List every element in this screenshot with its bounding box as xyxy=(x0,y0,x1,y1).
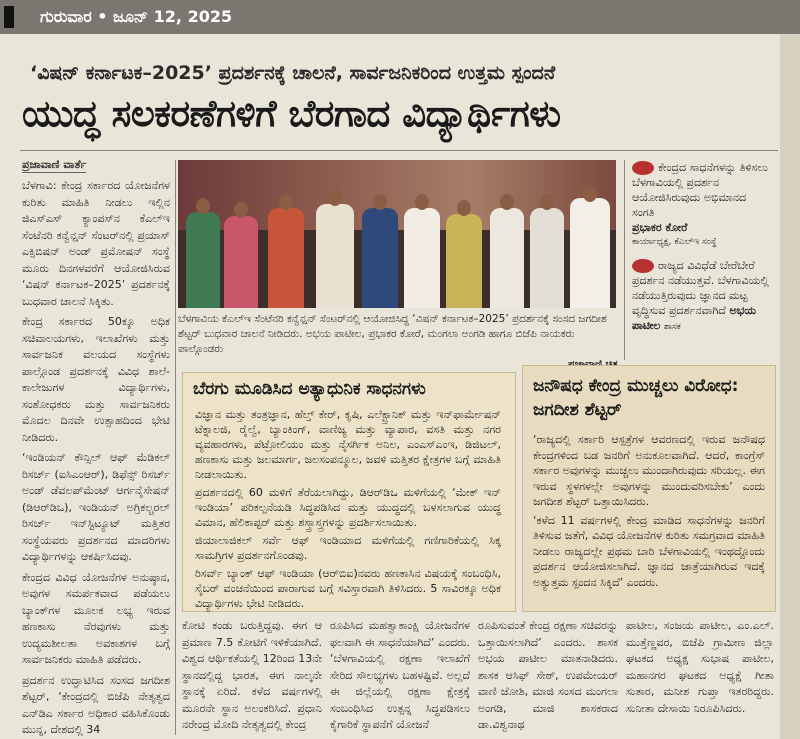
event-photo xyxy=(178,160,616,308)
person-figure xyxy=(186,212,220,308)
box-body xyxy=(533,432,765,593)
paragraph: ಪ್ರದರ್ಶನ ಉದ್ಘಾಟಿಸಿದ ಸಂಸದ ಜಗದೀಶ ಶೆಟ್ಟರ್, ‘ಕೇಂದ್ರದಲ್ಲಿ ಬಿಜೆಪಿ ನೇತೃತ್ವದ ಎನ್‌ಡಿಎ ಸರ್ಕಾರ ಅಧಿಕಾರ ವಹಿಸಿಕೊಂಡು ಮುನ್ನ, ದೇಶದಲ್ಲಿ 34 xyxy=(22,673,170,736)
paragraph: ಕೇಂದ್ರ ಸರ್ಕಾರದ 50ಕ್ಕೂ ಅಧಿಕ ಸಚಿವಾಲಯಗಳು, ಇಲಾಖೆಗಳು ಮತ್ತು ಸಾರ್ವಜನಿಕ ವಲಯದ ಸಂಸ್ಥೆಗಳು ಪಾಲ್ಗೊಂಡ ಪ್ರದರ್ಶನಕ್ಕೆ ವಿವಿಧ ಶಾಲೆ- ಕಾಲೇಜುಗಳ ವಿದ್ಯಾರ್ಥಿಗಳು, ಸಂಶೋಧಕರು ಮತ್ತು ಸಾರ್ವಜನಿಕರು ಮೊದಲ ದಿನವೇ ಉತ್ಸಾಹದಿಂದ ಭೇಟಿ ನೀಡಿದರು. xyxy=(22,315,170,444)
paragraph: ಜಿಯಾಲಾಜಿಕಲ್ ಸರ್ವೆ ಆಫ್ ಇಂಡಿಯಾದ ಮಳಿಗೆಯಲ್ಲಿ ಗಣಿಗಾರಿಕೆಯಲ್ಲಿ ಸಿಕ್ಕ ಸಾಮಗ್ರಿಗಳ ಪ್ರದರ್ಶನಗೊಂಡವು. xyxy=(195,534,501,562)
box-title: ಜನೌಷಧ ಕೇಂದ್ರ ಮುಚ್ಚಲು ವಿರೋಧ: ಜಗದೀಶ ಶೆಟ್ಟರ್ xyxy=(533,376,739,420)
person-figure xyxy=(224,216,258,308)
box-body xyxy=(195,407,501,614)
person-head xyxy=(234,202,248,218)
quote-author-role: ಕಾರ್ಯಾಧ್ಯಕ್ಷ, ಕೆಎಲ್ಇ ಸಂಸ್ಥೆ xyxy=(632,237,717,247)
person-head xyxy=(457,200,471,216)
paragraph: ‘ರಾಜ್ಯದಲ್ಲಿ ಸರ್ಕಾರಿ ಆಸ್ಪತ್ರೆಗಳ ಆವರಣದಲ್ಲಿ ಇರುವ ಜನೌಷಧ ಕೇಂದ್ರಗಳಿಂದ ಬಡ ಜನರಿಗೆ ಅನುಕೂಲವಾಗಿದೆ. ಆದರೆ, ಕಾಂಗ್ರೆಸ್ ಸರ್ಕಾರ ಅವುಗಳನ್ನು ಮುಚ್ಚಲು ಮುಂದಾಗಿರುವುದು ಸರಿಯಲ್ಲ. ಈಗ ಇರುವ ಸ್ಥಳಗಳಲ್ಲೇ ಅವುಗಳನ್ನು ಮುಂದುವರಿಸಬೇಕು’ ಎಂದು ಜಗದೀಶ ಶೆಟ್ಟರ್ ಒತ್ತಾಯಿಸಿದರು. xyxy=(533,433,765,508)
caption-text: ಬೆಳಗಾವಿಯ ಕೆಎಲ್ಇ ಸೆಂಟೆನರಿ ಕನ್ವೆನ್ಷನ್ ಸೆಂಟರ್‌ನಲ್ಲಿ ಆಯೋಜಿಸಿದ್ದ ‘ವಿಷನ್ ಕರ್ನಾಟಕ–2025’ ಪ್ರದರ್ಶನಕ್ಕೆ ಸಂಸದ ಜಗದೀಶ ಶೆಟ್ಟರ್ ಬುಧವಾರ ಚಾಲನೆ ನೀಡಿದರು. ಅಭಯ ಪಾಟೀಲ, ಪ್ರಭಾಕರ ಕೋರೆ, ಮಂಗಲಾ ಅಂಗಡಿ ಹಾಗೂ ಬಿಜೆಪಿ ನಾಯಕರು ಪಾಲ್ಗೊಂಡರು xyxy=(178,313,607,355)
quote-author: ಪ್ರಭಾಕರ ಕೋರೆ xyxy=(632,221,688,234)
bottom-column-3 xyxy=(478,618,618,736)
sidebar-quote-2 xyxy=(632,258,772,335)
paragraph: ಪ್ರದರ್ಶನದಲ್ಲಿ 60 ಮಳಿಗೆ ತೆರೆಯಲಾಗಿದ್ದು, ಡಿಆರ್‌ಡಿಒ ಮಳಿಗೆಯಲ್ಲಿ ‘ಮೇಕ್ ಇನ್ ಇಂಡಿಯಾ’ ಪರಿಕಲ್ಪನೆಯಡಿ ಸಿದ್ಧಪಡಿಸಿದ ಮತ್ತು ಯುದ್ಧದಲ್ಲಿ ಬಳಸಲಾಗುವ ಯುದ್ಧ ವಿಮಾನ, ಹೆಲಿಕಾಪ್ಟರ್ ಮತ್ತು ಶಸ್ತ್ರಾಸ್ತ್ರಗಳನ್ನು ಪ್ರದರ್ಶಿಸಲಾಯಿತು. xyxy=(195,486,501,529)
quote-bullet-icon xyxy=(632,161,654,175)
person-head xyxy=(196,198,210,214)
person-figure xyxy=(316,204,354,308)
paragraph: ಬೆಳಗಾವಿ: ಕೇಂದ್ರ ಸರ್ಕಾರದ ಯೋಜನೆಗಳ ಕುರಿತು ಮಾಹಿತಿ ನೀಡಲು ಇಲ್ಲಿನ ಜಿಎಸ್ಎಸ್ ಕ್ಯಾಂಪಸ್‌ನ ಕೆಎಲ್ಇ ಸೆಂಟೆನರಿ ಕನ್ವೆನ್ಷನ್ ಸೆಂಟರ್‌ನಲ್ಲಿ ಪ್ರಯಾಸ್ ಎಕ್ಸಿಬಿಷನ್ ಅಂಡ್ ಪ್ರಮೋಷನ್ ಸಂಸ್ಥೆ ಮೂರು ದಿನಗಳವರೆಗೆ ಆಯೋಜಿಸಿರುವ ‘ವಿಷನ್ ಕರ್ನಾಟಕ–2025’ ಪ್ರದರ್ಶನಕ್ಕೆ ಬುಧವಾರ ಚಾಲನೆ ಸಿಕ್ಕಿತು. xyxy=(22,179,170,308)
quote-text: ಕೇಂದ್ರದ ಸಾಧನೆಗಳನ್ನು ತಿಳಿಸಲು ಬೆಳಗಾವಿಯಲ್ಲಿ ಪ್ರದರ್ಶನ ಆಯೋಜಿಸಿರುವುದು ಅಭಿಮಾನದ ಸಂಗತಿ xyxy=(632,161,768,219)
paragraph: ರಿಸರ್ವ್ ಬ್ಯಾಂಕ್ ಆಫ್ ಇಂಡಿಯಾ (ಆರ್‌ಬಿಐ)ನವರು ಹಣಕಾಸಿನ ವಿಷಯಕ್ಕೆ ಸಂಬಂಧಿಸಿ, ಸೈಬರ್ ವಂಚನೆಯಿಂದ ಪಾರಾಗುವ ಬಗ್ಗೆ ಸವಿಸ್ತಾರವಾಗಿ ತಿಳಿಸಿದರು. 5 ಸಾವಿರಕ್ಕೂ ಅಧಿಕ ವಿದ್ಯಾರ್ಥಿಗಳು ಭೇಟಿ ನೀಡಿದರು. xyxy=(195,567,501,610)
paragraph: ಕೋಟಿ ಕಂಡು ಬರುತ್ತಿದ್ದವು. ಈಗ ಆ ಪ್ರಮಾಣ 7.5 ಕೋಟಿಗೆ ಇಳಿಕೆಯಾಗಿದೆ. ವಿಶ್ವದ ಆರ್ಥಿಕತೆಯಲ್ಲಿ 12ರಿಂದ 13ನೇ ಸ್ಥಾನದಲ್ಲಿದ್ದ ಭಾರತ, ಈಗ ನಾಲ್ಕನೇ ಸ್ಥಾನಕ್ಕೆ ಏರಿದೆ. ಕಳೆದ ವರ್ಷಗಳಲ್ಲಿ ಮೂರನೇ ಸ್ಥಾನ ಅಲಂಕರಿಸಿದೆ. ಪ್ರಧಾನಿ ನರೇಂದ್ರ ಮೋದಿ ನೇತೃತ್ವದಲ್ಲಿ ಕೇಂದ್ರ xyxy=(182,619,322,731)
bottom-column-4 xyxy=(626,618,774,736)
person-head xyxy=(328,190,342,206)
page-edge-mark xyxy=(4,6,14,28)
person-figure xyxy=(490,208,524,308)
person-figure xyxy=(268,208,304,308)
person-head xyxy=(583,186,597,202)
person-figure xyxy=(530,208,564,308)
main-headline: ಯುದ್ಧ ಸಲಕರಣೆಗಳಿಗೆ ಬೆರಗಾದ ವಿದ್ಯಾರ್ಥಿಗಳು xyxy=(22,92,561,135)
paragraph: ವಿಜ್ಞಾನ ಮತ್ತು ತಂತ್ರಜ್ಞಾನ, ಹೆಲ್ತ್ ಕೇರ್, ಕೃಷಿ, ಎಲೆಕ್ಟ್ರಾನಿಕ್ ಮತ್ತು ಇನ್‌ಫಾರ್ಮೇಷನ್ ಟೆಕ್ನಾಲಜಿ, ರೈಲ್ವೆ, ಬ್ಯಾಂಕಿಂಗ್, ವಾಣಿಜ್ಯ ಮತ್ತು ವ್ಯಾಪಾರ, ವಸತಿ ಮತ್ತು ನಗರ ವ್ಯವಹಾರಗಳು, ಪೆಟ್ರೋಲಿಯಂ ಮತ್ತು ನೈಸರ್ಗಿಕ ಅನಿಲ, ಎಂಎಸ್‌ಎಂಇ, ಡಿಜಿಟಲ್, ಹಣಕಾಸು ಮತ್ತು ಜಲಮಾರ್ಗ, ಜಲಸಂಪನ್ಮೂಲ, ಜವಳಿ ಮತ್ತಿತರ ಕ್ಷೇತ್ರಗಳ ಬಗ್ಗೆ ಮಾಹಿತಿ ನೀಡಲಾಯಿತು. xyxy=(195,408,501,481)
person-head xyxy=(373,194,387,210)
janaushadhi-box xyxy=(522,365,776,612)
paragraph: ಕೇಂದ್ರದ ವಿವಿಧ ಯೋಜನೆಗಳ ಅನುಷ್ಠಾನ, ಅವುಗಳ ಸಮರ್ಪಕವಾದ ಪಡೆಯಲು ಬ್ಯಾಂಕ್‌ಗಳ ಮೂಲಕ ಲಭ್ಯ ಇರುವ ಹಣಕಾಸು ನೆರವುಗಳು ಮತ್ತು ಉದ್ಯಮಶೀಲತಾ ಅವಕಾಶಗಳ ಬಗ್ಗೆ ಸಾರ್ವಜನಿಕರು ಮಾಹಿತಿ ಪಡೆದರು. xyxy=(22,570,170,666)
person-head xyxy=(279,194,293,210)
sidebar-quote-1 xyxy=(632,160,772,250)
sidebar-divider xyxy=(624,160,625,360)
box-title: ಬೆರಗು ಮೂಡಿಸಿದ ಅತ್ಯಾಧುನಿಕ ಸಾಧನಗಳು xyxy=(193,379,426,399)
tech-exhibits-box xyxy=(182,372,516,612)
person-figure xyxy=(362,208,398,308)
person-head xyxy=(540,194,554,210)
paragraph: ‘ಇಂಡಿಯನ್ ಕೌನ್ಸಿಲ್ ಆಫ್ ಮೆಡಿಕಲ್ ರಿಸರ್ಚ್ (ಐಸಿಎಂಆರ್), ಡಿಫೆನ್ಸ್ ರಿಸರ್ಚ್ ಅಂಡ್ ಡೆವಲಪ್‌ಮೆಂಟ್ ಆರ್ಗನೈಸೇಷನ್ (ಡಿಆರ್‌ಡಿಒ), ಇಂಡಿಯನ್ ಅಗ್ರಿಕಲ್ಚರಲ್ ರಿಸರ್ಚ್ ಇನ್‌ಸ್ಟಿಟ್ಯೂಟ್ ಮತ್ತಿತರ ಸಂಸ್ಥೆಯವರು ಪ್ರದರ್ಶನದ ಮಾದರಿಗಳು ವಿದ್ಯಾರ್ಥಿಗಳನ್ನು ಆಕರ್ಷಿಸಿದವು. xyxy=(22,451,170,563)
person-head xyxy=(415,194,429,210)
bottom-column-1 xyxy=(182,618,322,736)
quote-author-role: ಶಾಸಕ xyxy=(663,322,681,332)
issue-date: ಗುರುವಾರ • ಜೂನ್ 12, 2025 xyxy=(40,7,233,26)
paragraph: ರೂಪಿಸುವಂತೆ ಕೇಂದ್ರ ರಕ್ಷಣಾ ಸಚಿವರನ್ನು ಒತ್ತಾಯಿಸಲಾಗಿದೆ’ ಎಂದರು. ಶಾಸಕ ಅಭಯ ಪಾಟೀಲ ಮಾತನಾಡಿದರು. ಶಾಸಕ ಆಸಿಫ್ ಸೇಠ್, ಉಪಮೇಯರ್ ವಾಣಿ ಜೋಶಿ, ಮಾಜಿ ಸಂಸದ ಮಂಗಲಾ ಅಂಗಡಿ, ಮಾಜಿ ಶಾಸಕರಾದ ಡಾ.ವಿಶ್ವನಾಥ xyxy=(478,619,618,731)
left-column xyxy=(22,178,170,736)
headline-divider xyxy=(20,150,778,151)
person-figure xyxy=(446,214,482,308)
quote-bullet-icon xyxy=(632,259,654,273)
paragraph: ‘ಕಳೆದ 11 ವರ್ಷಗಳಲ್ಲಿ ಕೇಂದ್ರ ಮಾಡಿದ ಸಾಧನೆಗಳನ್ನು ಜನರಿಗೆ ತಿಳಿಸುವ ಜತೆಗೆ, ವಿವಿಧ ಯೋಜನೆಗಳ ಕುರಿತು ಸಮಗ್ರವಾದ ಮಾಹಿತಿ ನೀಡಲು ರಾಜ್ಯದಲ್ಲೇ ಪ್ರಥಮ ಬಾರಿ ಬೆಳಗಾವಿಯಲ್ಲಿ ಇಂಥದ್ದೊಂದು ಪ್ರದರ್ಶನ ಆಯೋಜಿಸಲಾಗಿದೆ. ಜ್ಞಾನದ ಜಾತ್ರೆಯಾಗಿರುವ ಇದಕ್ಕೆ ಅತ್ಯುತ್ತಮ ಸ್ಪಂದನ ಸಿಕ್ಕಿದೆ’ ಎಂದರು. xyxy=(533,513,765,589)
person-head xyxy=(500,194,514,210)
quote-text: ರಾಜ್ಯದ ವಿವಿಧೆಡೆ ಬೇರೆಬೇರೆ ಪ್ರದರ್ಶನ ನಡೆಯುತ್ತವೆ. ಬೆಳಗಾವಿಯಲ್ಲಿ ನಡೆಯುತ್ತಿರುವುದು ಜ್ಞಾನದ ಮಟ್ಟ ವೃದ್ಧಿಸುವ ಪ್ರದರ್ಶನವಾಗಿದೆ xyxy=(632,259,769,317)
masthead-bar xyxy=(0,0,800,34)
person-figure xyxy=(404,208,440,308)
byline: ಪ್ರಜಾವಾಣಿ ವಾರ್ತೆ xyxy=(22,158,87,171)
person-figure xyxy=(570,198,610,308)
quote-author: ಅಭಯ ಪಾಟೀಲ xyxy=(632,304,756,332)
kicker-headline: ‘ವಿಷನ್ ಕರ್ನಾಟಕ–2025’ ಪ್ರದರ್ಶನಕ್ಕೆ ಚಾಲನೆ, ಸಾರ್ವಜನಿಕರಿಂದ ಉತ್ತಮ ಸ್ಪಂದನೆ xyxy=(30,62,556,84)
paragraph: ರೂಪಿಸಿದ ಮಹತ್ವಾಕಾಂಕ್ಷಿ ಯೋಜನೆಗಳ ಫಲವಾಗಿ ಈ ಸಾಧನೆಯಾಗಿದೆ’ ಎಂದರು. ‘ಬೆಳಗಾವಿಯಲ್ಲಿ ರಕ್ಷಣಾ ಇಲಾಖೆಗೆ ಸೇರಿದ ಸೌಲಭ್ಯಗಳು ಬಹಳಷ್ಟಿವೆ. ಅಲ್ಲದೆ ಈ ಜಿಲ್ಲೆಯಲ್ಲಿ ರಕ್ಷಣಾ ಕ್ಷೇತ್ರಕ್ಕೆ ಸಂಬಂಧಿಸಿದ ಉತ್ಪನ್ನ ಸಿದ್ಧಪಡಿಸಲು ಕೈಗಾರಿಕೆ ಸ್ಥಾಪನೆಗೆ ಯೋಜನೆ xyxy=(330,619,470,731)
adjacent-page-edge xyxy=(780,34,800,739)
column-divider xyxy=(175,160,176,735)
paragraph: ಪಾಟೀಲ, ಸಂಜಯ ಪಾಟೀಲ, ಎಂ.ಎಲ್. ಮುತ್ತೆಣ್ಣವರ, ಬಿಜೆಪಿ ಗ್ರಾಮೀಣ ಜಿಲ್ಲಾ ಘಟಕದ ಅಧ್ಯಕ್ಷ ಸುಭಾಷ ಪಾಟೀಲ, ಮಹಾನಗರ ಘಟಕದ ಅಧ್ಯಕ್ಷೆ ಗೀತಾ ಸುತಾರ, ಮನೀಶ ಗುಪ್ತಾ ಇತರರಿದ್ದರು. ಸುನೀತಾ ದೇಸಾಯಿ ನಿರೂಪಿಸಿದರು. xyxy=(626,619,774,715)
photo-caption xyxy=(178,312,618,372)
bottom-column-2 xyxy=(330,618,470,736)
